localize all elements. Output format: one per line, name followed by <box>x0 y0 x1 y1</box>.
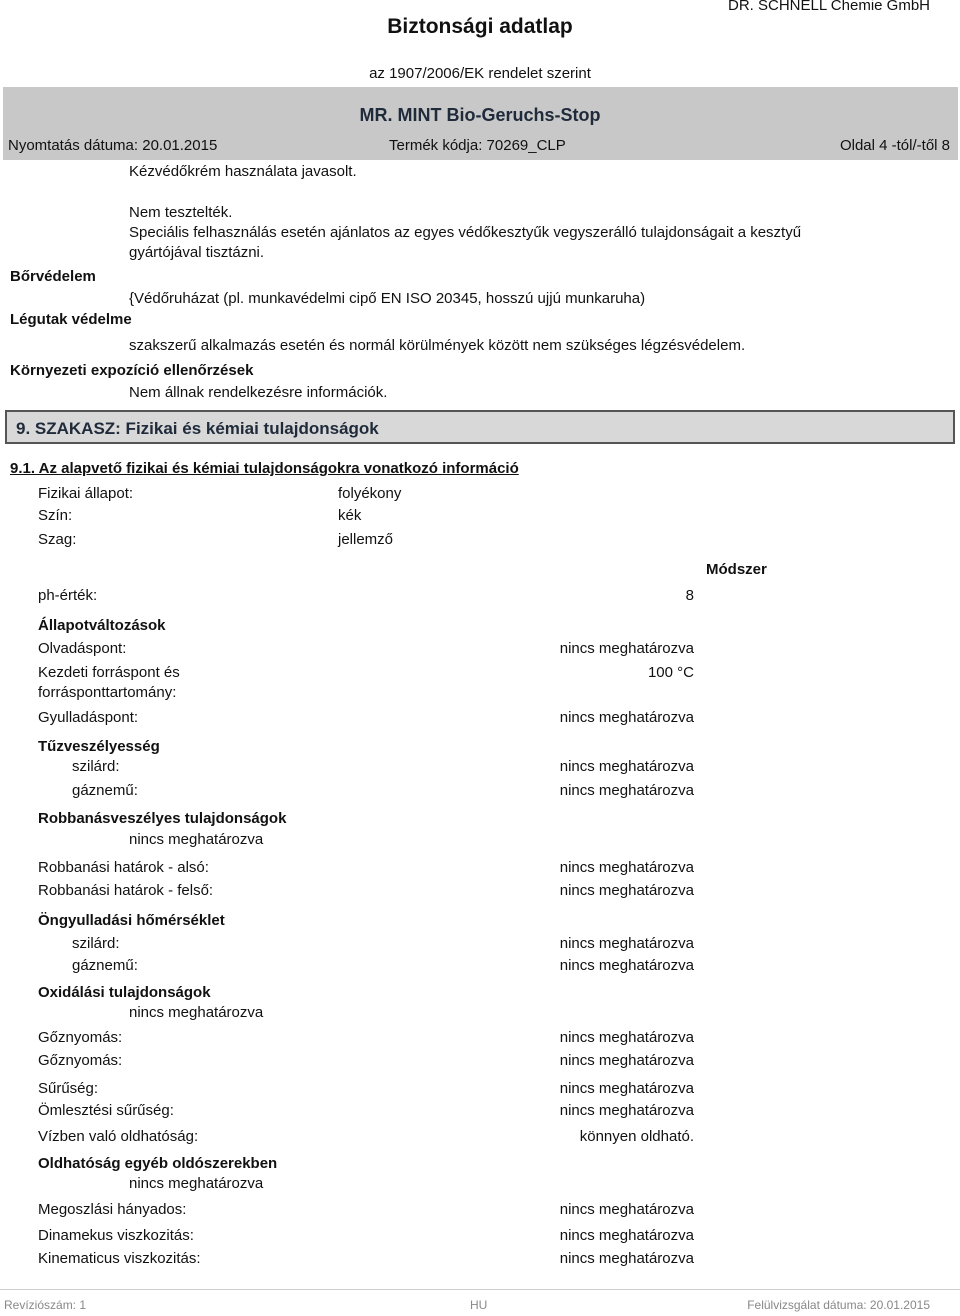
dynamic-viscosity-value: nincs meghatározva <box>559 1227 694 1244</box>
skin-protection-text: {Védőruházat (pl. munkavédelmi cipő EN ISO 20345, hosszú ujjú munkaruha) <box>129 290 646 307</box>
vapour-pressure-1-value: nincs meghatározva <box>559 1029 694 1046</box>
vapour-pressure-2-label: Gőznyomás: <box>38 1052 123 1069</box>
melting-point-value: nincs meghatározva <box>559 640 694 657</box>
partition-coefficient-label: Megoszlási hányados: <box>38 1201 187 1218</box>
section-9-title: 9. SZAKASZ: Fizikai és kémiai tulajdonságok <box>16 419 379 438</box>
solvent-solubility-value: nincs meghatározva <box>129 1175 264 1192</box>
flash-point-label: Gyulladáspont: <box>38 709 139 726</box>
method-header: Módszer <box>706 561 767 578</box>
autoignition-solid-label: szilárd: <box>72 935 120 952</box>
print-date: Nyomtatás dátuma: 20.01.2015 <box>8 137 218 154</box>
flammability-gas-label: gáznemű: <box>72 782 138 799</box>
env-exposure-text: Nem állnak rendelkezésre információk. <box>129 384 388 401</box>
melting-point-label: Olvadáspont: <box>38 640 127 657</box>
product-code: Termék kódja: 70269_CLP <box>389 137 566 154</box>
autoignition-solid-value: nincs meghatározva <box>559 935 694 952</box>
hand-cream-text: Kézvédőkrém használata javasolt. <box>129 163 357 180</box>
section-9-1-subtitle: 9.1. Az alapvető fizikai és kémiai tulajdonságokra vonatkozó információ <box>10 460 519 477</box>
product-name: MR. MINT Bio-Geruchs-Stop <box>359 105 601 125</box>
glove-note-line1: Speciális felhasználás esetén ajánlatos az egyes védőkesztyűk vegyszerálló tulajdonságait a kesztyű <box>129 224 802 241</box>
boiling-point-label-line1: Kezdeti forráspont és <box>38 664 180 681</box>
vapour-pressure-1-label: Gőznyomás: <box>38 1029 123 1046</box>
water-solubility-label: Vízben való oldhatóság: <box>38 1128 199 1145</box>
odor-label: Szag: <box>38 531 77 548</box>
explosion-lower-label: Robbanási határok - alsó: <box>38 859 209 876</box>
color-value: kék <box>338 507 362 524</box>
skin-protection-label: Bőrvédelem <box>10 268 96 285</box>
explosion-lower-value: nincs meghatározva <box>559 859 694 876</box>
document-title: Biztonsági adatlap <box>387 15 573 38</box>
ph-label: ph-érték: <box>38 587 98 604</box>
physical-state-label: Fizikai állapot: <box>38 485 134 502</box>
explosion-upper-label: Robbanási határok - felső: <box>38 882 214 899</box>
respiratory-protection-label: Légutak védelme <box>10 311 132 328</box>
boiling-point-value: 100 °C <box>647 664 694 681</box>
state-changes-header: Állapotváltozások <box>38 617 166 634</box>
language-code: HU <box>470 1298 488 1312</box>
page-number: Oldal 4 -tól/-től 8 <box>839 137 950 154</box>
bulk-density-label: Ömlesztési sűrűség: <box>38 1102 174 1119</box>
water-solubility-value: könnyen oldható. <box>579 1128 694 1145</box>
flammability-solid-label: szilárd: <box>72 758 120 775</box>
company-name: DR. SCHNELL Chemie GmbH <box>728 0 930 14</box>
density-label: Sűrűség: <box>38 1080 99 1097</box>
kinematic-viscosity-label: Kinematicus viszkozitás: <box>38 1250 201 1267</box>
autoignition-gas-label: gáznemű: <box>72 957 138 974</box>
section-9-header <box>5 410 955 444</box>
revision-number: Revíziószám: 1 <box>4 1298 87 1312</box>
oxidizing-value: nincs meghatározva <box>129 1004 264 1021</box>
autoignition-gas-value: nincs meghatározva <box>559 957 694 974</box>
explosive-properties-value: nincs meghatározva <box>129 831 264 848</box>
bulk-density-value: nincs meghatározva <box>559 1102 694 1119</box>
explosive-properties-header: Robbanásveszélyes tulajdonságok <box>38 810 287 827</box>
kinematic-viscosity-value: nincs meghatározva <box>559 1250 694 1267</box>
dynamic-viscosity-label: Dinamekus viszkozitás: <box>38 1227 194 1244</box>
vapour-pressure-2-value: nincs meghatározva <box>559 1052 694 1069</box>
flammability-solid-value: nincs meghatározva <box>559 758 694 775</box>
footer-divider <box>0 1289 960 1290</box>
physical-state-value: folyékony <box>338 485 402 502</box>
flammability-header: Tűzveszélyesség <box>38 738 160 755</box>
odor-value: jellemző <box>338 531 394 548</box>
review-date: Felülvizsgálat dátuma: 20.01.2015 <box>747 1298 930 1312</box>
autoignition-header: Öngyulladási hőmérséklet <box>38 912 225 929</box>
partition-coefficient-value: nincs meghatározva <box>559 1201 694 1218</box>
boiling-point-label-line2: forrásponttartomány: <box>38 684 177 701</box>
oxidizing-header: Oxidálási tulajdonságok <box>38 984 211 1001</box>
respiratory-protection-text: szakszerű alkalmazás esetén és normál körülmények között nem szükséges légzésvédelem. <box>129 337 746 354</box>
glove-note-line2: gyártójával tisztázni. <box>129 244 265 261</box>
regulation-text: az 1907/2006/EK rendelet szerint <box>369 65 591 82</box>
env-exposure-label: Környezeti expozíció ellenőrzések <box>10 362 254 379</box>
solvent-solubility-header: Oldhatóság egyéb oldószerekben <box>38 1155 278 1172</box>
flammability-gas-value: nincs meghatározva <box>559 782 694 799</box>
ph-value: 8 <box>685 587 694 604</box>
flash-point-value: nincs meghatározva <box>559 709 694 726</box>
not-tested-text: Nem tesztelték. <box>129 204 233 221</box>
density-value: nincs meghatározva <box>559 1080 694 1097</box>
explosion-upper-value: nincs meghatározva <box>559 882 694 899</box>
color-label: Szín: <box>38 507 73 524</box>
